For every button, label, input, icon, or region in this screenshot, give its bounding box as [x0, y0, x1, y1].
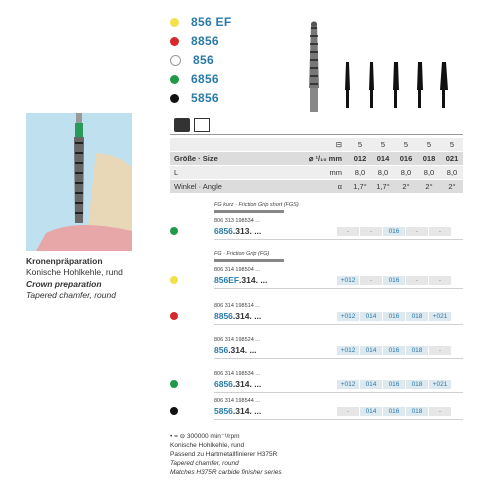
angle-value: 1,7° [376, 182, 390, 191]
availability-cell: 014 [360, 312, 382, 321]
variant-row [170, 33, 219, 49]
availability-cell: 014 [360, 380, 382, 389]
order-prefix: 856 [214, 345, 229, 355]
length-value: 8,0 [354, 168, 366, 177]
variant-color-dot [170, 276, 178, 284]
order-number [214, 311, 261, 321]
variant-color-dot [170, 18, 179, 27]
angle-row [170, 180, 463, 193]
order-number [214, 406, 261, 416]
order-suffix: .314. ... [239, 275, 268, 285]
shank-illustration [214, 259, 284, 262]
availability-cell: - [337, 407, 359, 416]
availability-cell: 016 [383, 380, 405, 389]
order-suffix: .314. ... [228, 345, 257, 355]
availability-cell: 014 [360, 346, 382, 355]
length-value: 8,0 [446, 168, 458, 177]
availability-cell: 016 [383, 407, 405, 416]
variant-row [170, 14, 232, 30]
footer-line-en-1: Tapered chamfer, round [170, 460, 239, 467]
length-row [170, 166, 463, 179]
caption-sub-de: Konische Hohlkehle, rund [26, 267, 123, 277]
order-number [214, 226, 261, 236]
variant-row [170, 71, 219, 87]
availability-cell: 016 [383, 346, 405, 355]
reference-code: 806 314 198514 ... [214, 303, 260, 309]
order-prefix: 8856 [214, 311, 233, 321]
length-value: 8,0 [377, 168, 389, 177]
availability-cell: - [360, 227, 382, 236]
bur-illustration [300, 18, 330, 114]
variant-name: 6856 [191, 72, 219, 86]
variant-color-dot [170, 75, 179, 84]
availability-cell: +012 [337, 380, 359, 389]
variant-name: 856 EF [191, 15, 232, 29]
availability-cell: - [429, 276, 451, 285]
caption-sub-en: Tapered chamfer, round [26, 290, 116, 300]
reference-code: 806 314 198534 ... [214, 371, 260, 377]
size-value: 018 [422, 154, 436, 163]
angle-value: 2° [448, 182, 456, 191]
length-value: 8,0 [400, 168, 412, 177]
variant-name: 856 [193, 53, 214, 67]
shank-illustration [214, 210, 284, 213]
availability-cell: - [360, 276, 382, 285]
availability-cell: - [337, 227, 359, 236]
footer-notes [170, 432, 282, 477]
order-prefix: 856EF [214, 275, 240, 285]
crown-icon [174, 118, 190, 132]
footer-speed: • = ⊖ 300000 min⁻¹/rpm [170, 433, 240, 440]
order-suffix: .314. ... [232, 406, 262, 416]
availability-cell: - [406, 227, 428, 236]
variant-row [170, 90, 219, 106]
footer-line-en-2: Matches H375R carbide finisher series [170, 469, 282, 476]
row-divider [214, 358, 463, 359]
product-photo [26, 113, 132, 251]
variant-color-dot [170, 94, 179, 103]
availability-cell: 016 [383, 312, 405, 321]
tooth-angle-icon [194, 118, 210, 132]
row-divider [214, 239, 463, 240]
availability-cell: 016 [383, 227, 405, 236]
availability-cell: +021 [429, 380, 451, 389]
reference-code: 806 314 198504 ... [214, 267, 260, 273]
variant-color-dot [170, 37, 179, 46]
variant-color-dot [170, 55, 181, 66]
availability-cell: 018 [406, 380, 428, 389]
order-number [214, 275, 267, 285]
size-value: 012 [353, 154, 367, 163]
shank-type-label: FG · Friction Grip (FG) [214, 251, 270, 257]
order-suffix: .314. ... [232, 311, 262, 321]
size-value: 014 [376, 154, 390, 163]
availability-cell: 018 [406, 407, 428, 416]
size-value: 021 [445, 154, 459, 163]
order-row [170, 371, 463, 401]
shank-type-label: FG kurz · Friction Grip short (FGS) [214, 202, 299, 208]
angle-unit: α [337, 182, 342, 191]
size-unit: ⌀ ¹/₁₀ mm [308, 154, 342, 163]
row-divider [214, 324, 463, 325]
length-value: 8,0 [423, 168, 435, 177]
availability-cell: 016 [383, 276, 405, 285]
availability-cell: 014 [360, 407, 382, 416]
reference-code: 806 314 198524 ... [214, 337, 260, 343]
order-row [170, 398, 463, 428]
size-row [170, 152, 463, 165]
order-row [170, 303, 463, 333]
pack-value: 5 [426, 140, 432, 149]
row-divider [214, 419, 463, 420]
availability-cell: 018 [406, 346, 428, 355]
order-suffix: .314. ... [232, 379, 262, 389]
size-silhouettes [340, 60, 460, 110]
row-divider [214, 392, 463, 393]
variant-color-dot [170, 312, 178, 320]
length-label: L [174, 168, 179, 177]
icon-row [170, 118, 463, 135]
availability-cell: +012 [337, 346, 359, 355]
variant-row [170, 52, 214, 68]
size-label: Größe · Size [174, 154, 218, 163]
order-suffix: .313. ... [232, 226, 262, 236]
order-prefix: 6856 [214, 379, 233, 389]
availability-cell: 018 [406, 312, 428, 321]
reference-code: 806 314 198544 ... [214, 398, 260, 404]
order-row [170, 337, 463, 367]
availability-cell: - [429, 346, 451, 355]
availability-cell: +012 [337, 312, 359, 321]
order-row [170, 251, 463, 285]
availability-cell: - [429, 227, 451, 236]
pack-row [170, 138, 463, 151]
caption-title-de: Kronenpräparation [26, 256, 103, 266]
angle-value: 1,7° [353, 182, 367, 191]
footer-line-de-2: Passend zu Hartmetallfinierer H375R [170, 451, 278, 458]
availability-cell: +021 [429, 312, 451, 321]
availability-cell: +012 [337, 276, 359, 285]
order-prefix: 5856 [214, 406, 233, 416]
variant-color-dot [170, 407, 178, 415]
angle-value: 2° [425, 182, 433, 191]
pack-value: 5 [449, 140, 455, 149]
reference-code: 806 313 198534 ... [214, 218, 260, 224]
variant-name: 8856 [191, 34, 219, 48]
caption-title-en: Crown preparation [26, 279, 102, 289]
pack-value: 5 [357, 140, 363, 149]
availability-cell: - [406, 276, 428, 285]
pack-value: 5 [403, 140, 409, 149]
size-value: 016 [399, 154, 413, 163]
order-number [214, 379, 261, 389]
order-row [170, 202, 463, 236]
variant-name: 5856 [191, 91, 219, 105]
order-prefix: 6856 [214, 226, 233, 236]
variant-color-dot [170, 227, 178, 235]
footer-line-de-1: Konische Hohlkehle, rund [170, 442, 245, 449]
availability-cell: - [429, 407, 451, 416]
angle-value: 2° [402, 182, 410, 191]
row-divider [214, 288, 463, 289]
pack-icon: ⊟ [335, 140, 342, 149]
variant-color-dot [170, 380, 178, 388]
angle-label: Winkel · Angle [174, 182, 222, 191]
order-number [214, 345, 257, 355]
length-unit: mm [329, 168, 342, 177]
pack-value: 5 [380, 140, 386, 149]
